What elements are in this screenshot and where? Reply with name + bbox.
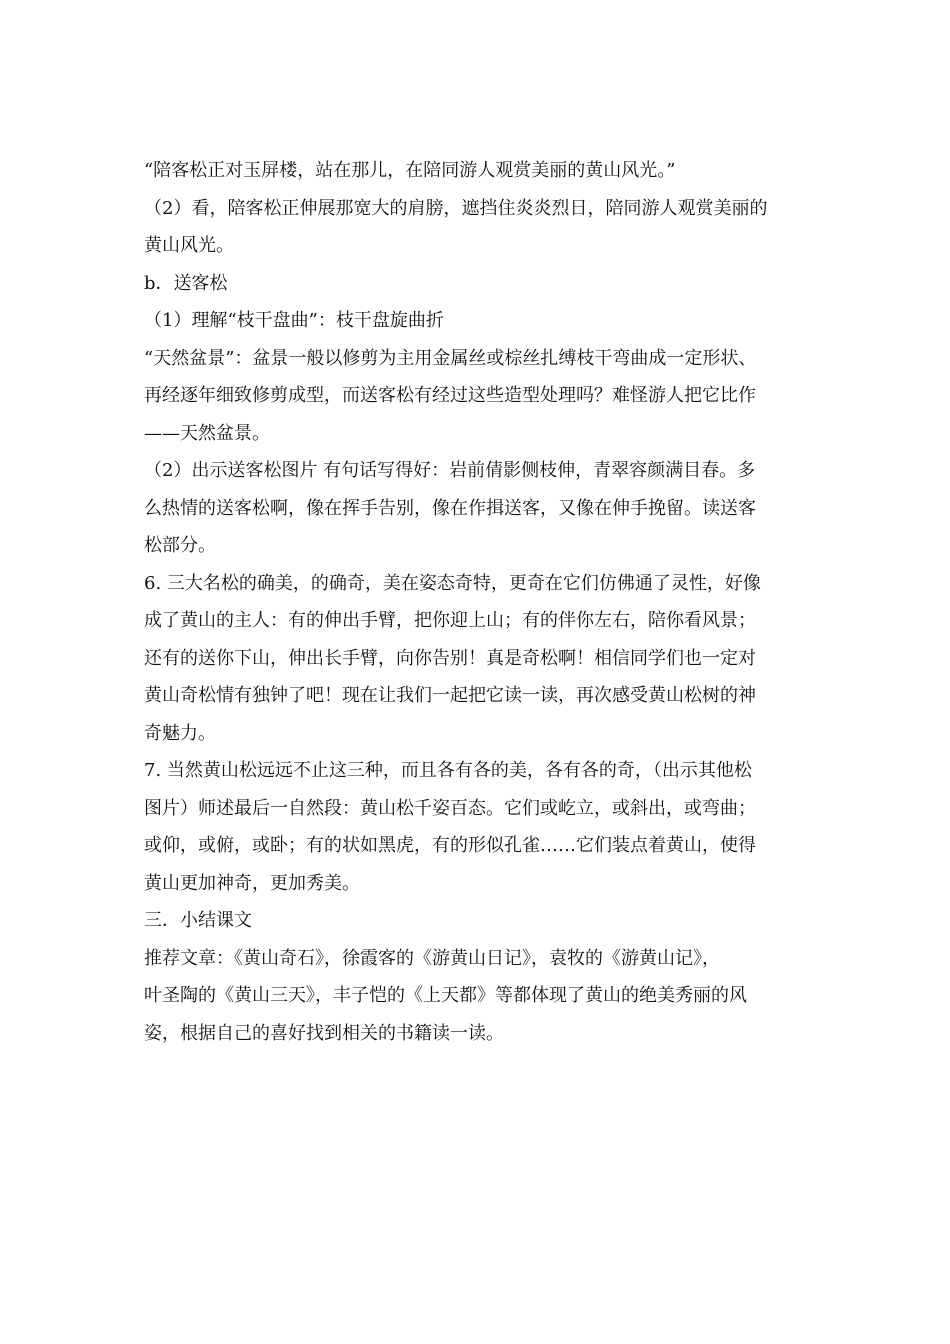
text-line: 黄山更加神奇，更加秀美。 — [144, 872, 360, 894]
text-line: 推荐文章：《黄山奇石》，徐霞客的《游黄山日记》，袁牧的《游黄山记》， — [144, 947, 720, 969]
document-body — [144, 152, 814, 1052]
section-heading: b．送客松 — [144, 272, 228, 294]
text-line: 或仰，或俯，或卧；有的状如黑虎，有的形似孔雀……它们装点着黄山，使得 — [144, 835, 756, 856]
text-line: “天然盆景”：盆景一般以修剪为主用金属丝或棕丝扎缚枝干弯曲成一定形状、 — [144, 347, 757, 369]
text-line: 再经逐年细致修剪成型，而送客松有经过这些造型处理吗？难怪游人把它比作 — [144, 385, 756, 406]
text-line: 黄山奇松情有独钟了吧！现在让我们一起把它读一读，再次感受黄山松树的神 — [144, 685, 756, 706]
text-line: “陪客松正对玉屏楼，站在那儿，在陪同游人观赏美丽的黄山风光。” — [144, 160, 676, 181]
text-line: 6. 三大名松的确美，的确奇，美在姿态奇特，更奇在它们仿佛通了灵性，好像 — [144, 572, 761, 594]
text-line: 松部分。 — [144, 535, 216, 556]
text-line: 7. 当然黄山松远远不止这三种，而且各有各的美，各有各的奇，（出示其他松 — [144, 760, 752, 781]
text-line: 还有的送你下山，伸出长手臂，向你告别！真是奇松啊！相信同学们也一定对 — [144, 647, 756, 669]
text-line: （2）看，陪客松正伸展那宽大的肩膀，遮挡住炎炎烈日，陪同游人观赏美丽的 — [144, 197, 768, 219]
text-line: 么热情的送客松啊，像在挥手告别，像在作揖送客，又像在伸手挽留。读送客 — [144, 497, 756, 519]
text-line: 姿，根据自己的喜好找到相关的书籍读一读。 — [144, 1022, 504, 1044]
section-heading: 三．小结课文 — [144, 910, 252, 931]
text-line: （2）出示送客松图片 有句话写得好：岩前倩影侧枝伸，青翠容颜满目春。多 — [144, 460, 756, 481]
text-line: 黄山风光。 — [144, 235, 234, 256]
text-line: 图片）师述最后一自然段：黄山松千姿百态。它们或屹立，或斜出，或弯曲； — [144, 797, 756, 819]
text-line: 奇魅力。 — [144, 722, 216, 744]
text-line: 成了黄山的主人：有的伸出手臂，把你迎上山；有的伴你左右，陪你看风景； — [144, 610, 756, 631]
text-line: ——天然盆景。 — [144, 422, 270, 444]
text-line: 叶圣陶的《黄山三天》，丰子恺的《上天都》等都体现了黄山的绝美秀丽的风 — [144, 985, 747, 1006]
text-line: （1）理解“枝干盘曲”：枝干盘旋曲折 — [144, 310, 444, 331]
